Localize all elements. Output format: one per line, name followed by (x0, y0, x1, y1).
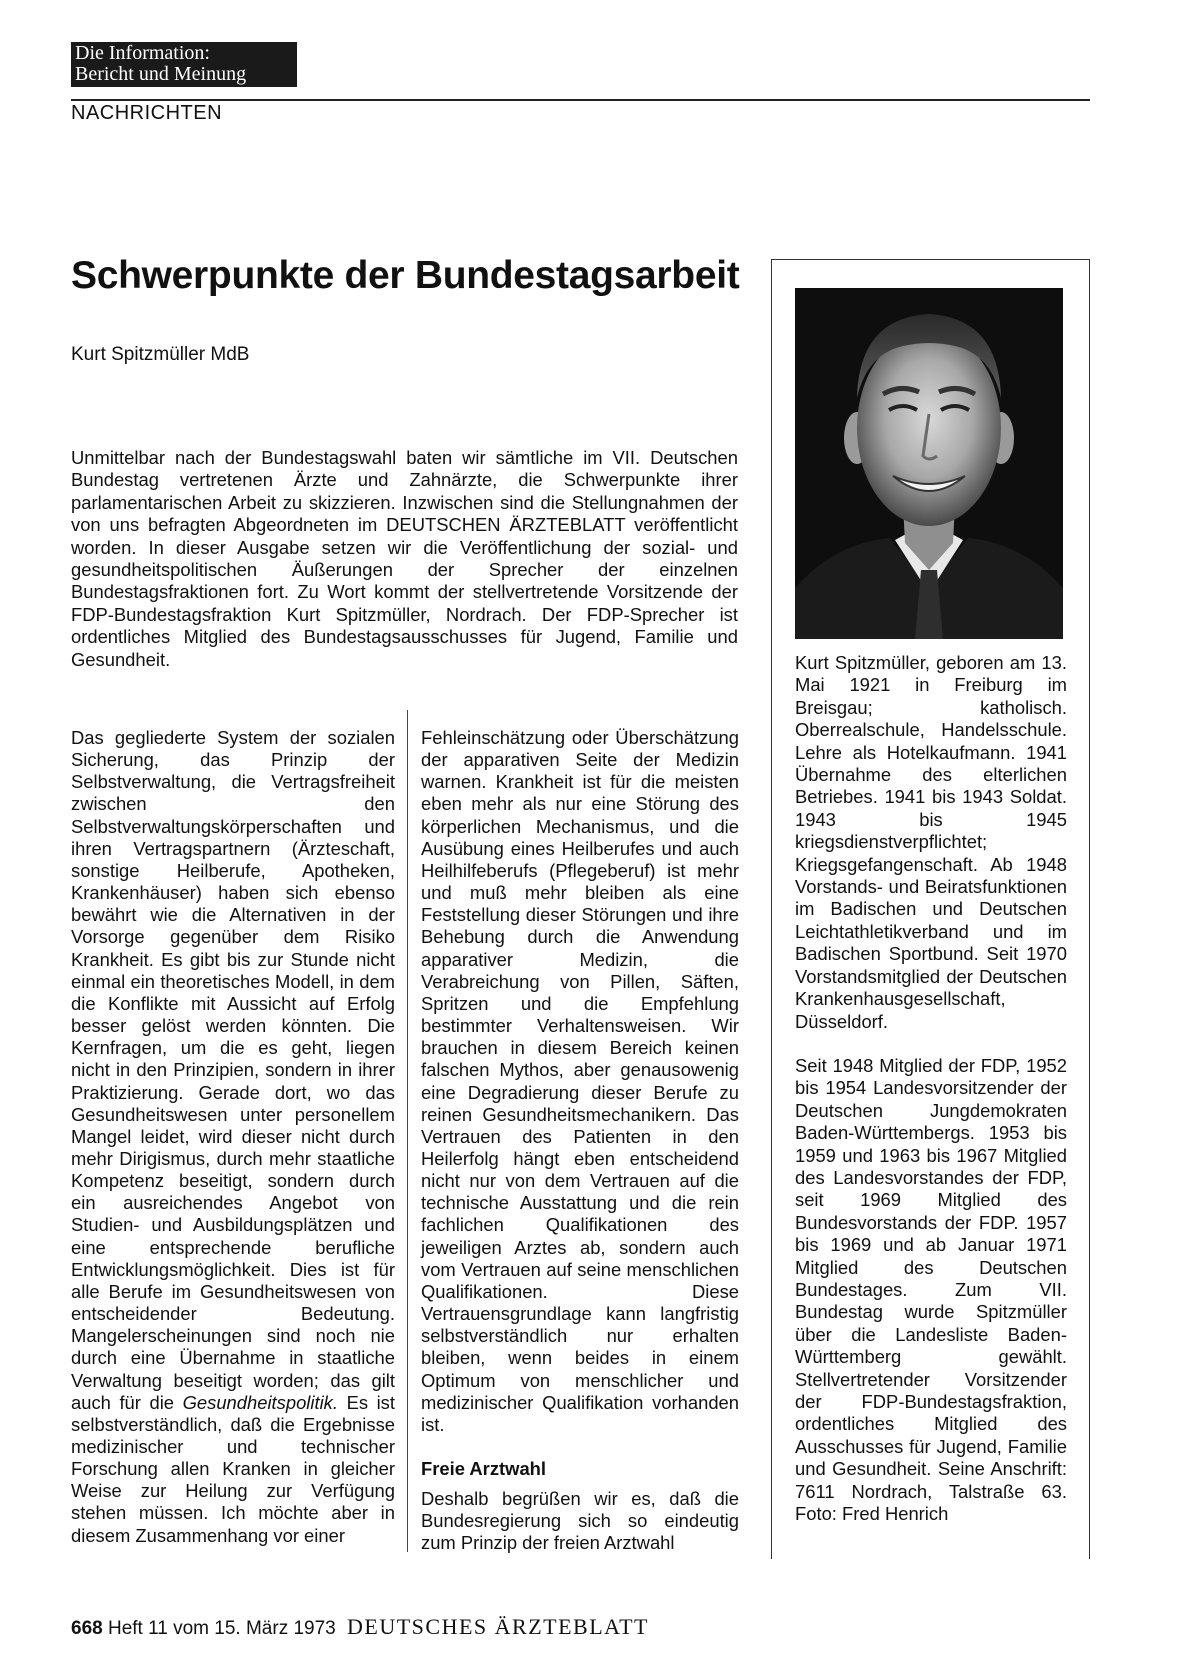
bio-caption (795, 652, 1067, 1525)
page-footer (71, 1614, 649, 1640)
portrait-photo-icon (795, 288, 1063, 639)
bio-paragraph-1: Kurt Spitzmüller, geboren am 13. Mai 1921 in Freiburg im Breisgau; katholisch. Oberrealschule, Handelsschule. Lehre als Hotelkaufmann. 1941 Übernahme des elterlichen Betriebes. 1941 bis 1943 Soldat. 1943 bis 1945 kriegsdienstverpflichtet; Kriegsgefangenschaft. Ab 1948 Vorstands- und Beiratsfunktionen im Badischen und Deutschen Leichtathletikverband und im Badischen Sportbund. Seit 1970 Vorstandsmitglied der Deutschen Krankenhausgesellschaft, Düsseldorf. (795, 652, 1067, 1032)
body-paragraph (71, 727, 395, 1547)
body-paragraph: Deshalb begrüßen wir es, daß die Bundesregierung sich so eindeutig zum Prinzip der freien Arztwahl (421, 1488, 739, 1554)
label-line-2: Bericht und Meinung (75, 63, 247, 85)
article-author: Kurt Spitzmüller MdB (71, 344, 250, 365)
header-rule (71, 99, 1090, 101)
body-column-2 (421, 727, 739, 1555)
issue-info: Heft 11 vom 15. März 1973 (107, 1618, 336, 1639)
subheading: Freie Arztwahl (421, 1458, 547, 1479)
page-number: 668 (71, 1618, 103, 1639)
body-text: Das gegliederte System der sozialen Sicherung, das Prinzip der Selbstverwaltung, die Vertragsfreiheit zwischen den Selbstverwaltungskörperschaften und ihren Vertragspartnern (Ärzteschaft, sonstige Heilberufe, Apotheken, Krankenhäuser) haben sich ebenso bewährt wie die Alternativen in der Vorsorge gegenüber dem Risiko Krankheit. Es gibt bis zur Stunde nicht einmal ein theoretisches Modell, in dem die Konflikte mit Aussicht auf Erfolg besser gelöst werden könnten. Die Kernfragen, um die es geht, liegen nicht in den Prinzipien, sondern in ihrer Praktizierung. Gerade dort, wo das Gesundheitswesen unter personellem Mangel leidet, wird dieser nicht durch mehr Dirigismus, durch mehr staatliche Kompetenz beseitigt, sondern durch ein ausreichendes Angebot von Studien- und Ausbildungsplätzen und eine entsprechende berufliche Entwicklungsmöglichkeit. Dies ist für alle Berufe im Gesundheitswesen von entscheidender Bedeutung. Mangelerscheinungen sind noch nie durch eine Übernahme in staatliche Verwaltung beseitigt worden; das gilt auch für die (71, 727, 395, 1413)
magazine-name: DEUTSCHES ÄRZTEBLATT (347, 1614, 649, 1639)
article-title: Schwerpunkte der Bundestagsarbeit (71, 254, 740, 297)
column-divider (407, 710, 408, 1552)
emphasis-text: Gesundheitspolitik. (182, 1391, 338, 1413)
body-text: Es ist selbstverständlich, daß die Ergebnisse medizinischer und technischer Forschung allen Kranken in gleicher Weise zur Heilung zur Verfügung stehen müssen. Ich möchte aber in diesem Zusammenhang vor einer (71, 1391, 395, 1546)
bio-paragraph-2: Seit 1948 Mitglied der FDP, 1952 bis 1954 Landesvorsitzender der Deutschen Jungdemokraten Baden-Württembergs. 1953 bis 1959 und 1963 bis 1967 Mitglied des Landesvorstandes der FDP, seit 1969 Mitglied des Bundesvorstands der FDP. 1957 bis 1969 und ab Januar 1971 Mitglied des Deutschen Bundestages. Zum VII. Bundestag wurde Spitzmüller über die Landesliste Baden-Württemberg gewählt. Stellvertretender Vorsitzender der FDP-Bundestagsfraktion, ordentliches Mitglied des Ausschusses für Jugend, Familie und Gesundheit. Seine Anschrift: 7611 Nordrach, Talstraße 63. Foto: Fred Henrich (795, 1054, 1067, 1525)
article-lead: Unmittelbar nach der Bundestagswahl baten wir sämtliche im VII. Deutschen Bundestag vertretenen Ärzte und Zahnärzte, die Schwerpunkte ihrer parlamentarischen Arbeit zu skizzieren. Inzwischen sind die Stellungnahmen der von uns befragten Abgeordneten im DEUTSCHEN ÄRZTEBLATT veröffentlicht worden. In dieser Ausgabe setzen wir die Veröffentlichung der sozial- und gesundheitspolitischen Äußerungen der Sprecher der einzelnen Bundestagsfraktionen fort. Zu Wort kommt der stellvertretende Vorsitzende der FDP-Bundestagsfraktion Kurt Spitzmüller, Nordrach. Der FDP-Sprecher ist ordentliches Mitglied des Bundestagsausschusses für Jugend, Familie und Gesundheit. (71, 447, 738, 670)
body-paragraph: Fehleinschätzung oder Überschätzung der apparativen Seite der Medizin warnen. Krankheit ist für die meisten eben mehr als nur eine Störung des körperlichen Mechanismus, und die Ausübung eines Heilberufes und auch Heilhilfeberufs (Pflegeberuf) ist mehr und muß mehr bleiben als eine Feststellung dieser Störungen und ihre Behebung durch die Anwendung apparativer Medizin, die Verabreichung von Pillen, Säften, Spritzen und die Empfehlung bestimmter Verhaltensweisen. Wir brauchen in diesem Bereich keinen falschen Mythos, aber genausowenig eine Degradierung dieser Berufe zu reinen Gesundheitsmechanikern. Das Vertrauen des Patienten in den Heilerfolg hängt eben entscheidend nicht nur von dem Vertrauen auf die technische Ausstattung und die rein fachlichen Qualifikationen des jeweiligen Arztes ab, sondern auch vom Vertrauen auf seine menschlichen Qualifikationen. Diese Vertrauensgrundlage kann langfristig selbstverständlich nur erhalten bleiben, wenn beides in einem Optimum von menschlicher und medizinischer Qualifikation vorhanden ist. (421, 727, 739, 1435)
body-column-1 (71, 727, 395, 1547)
section-name: NACHRICHTEN (71, 102, 223, 124)
section-label-box (71, 42, 297, 87)
label-line-1: Die Information: (75, 42, 210, 64)
